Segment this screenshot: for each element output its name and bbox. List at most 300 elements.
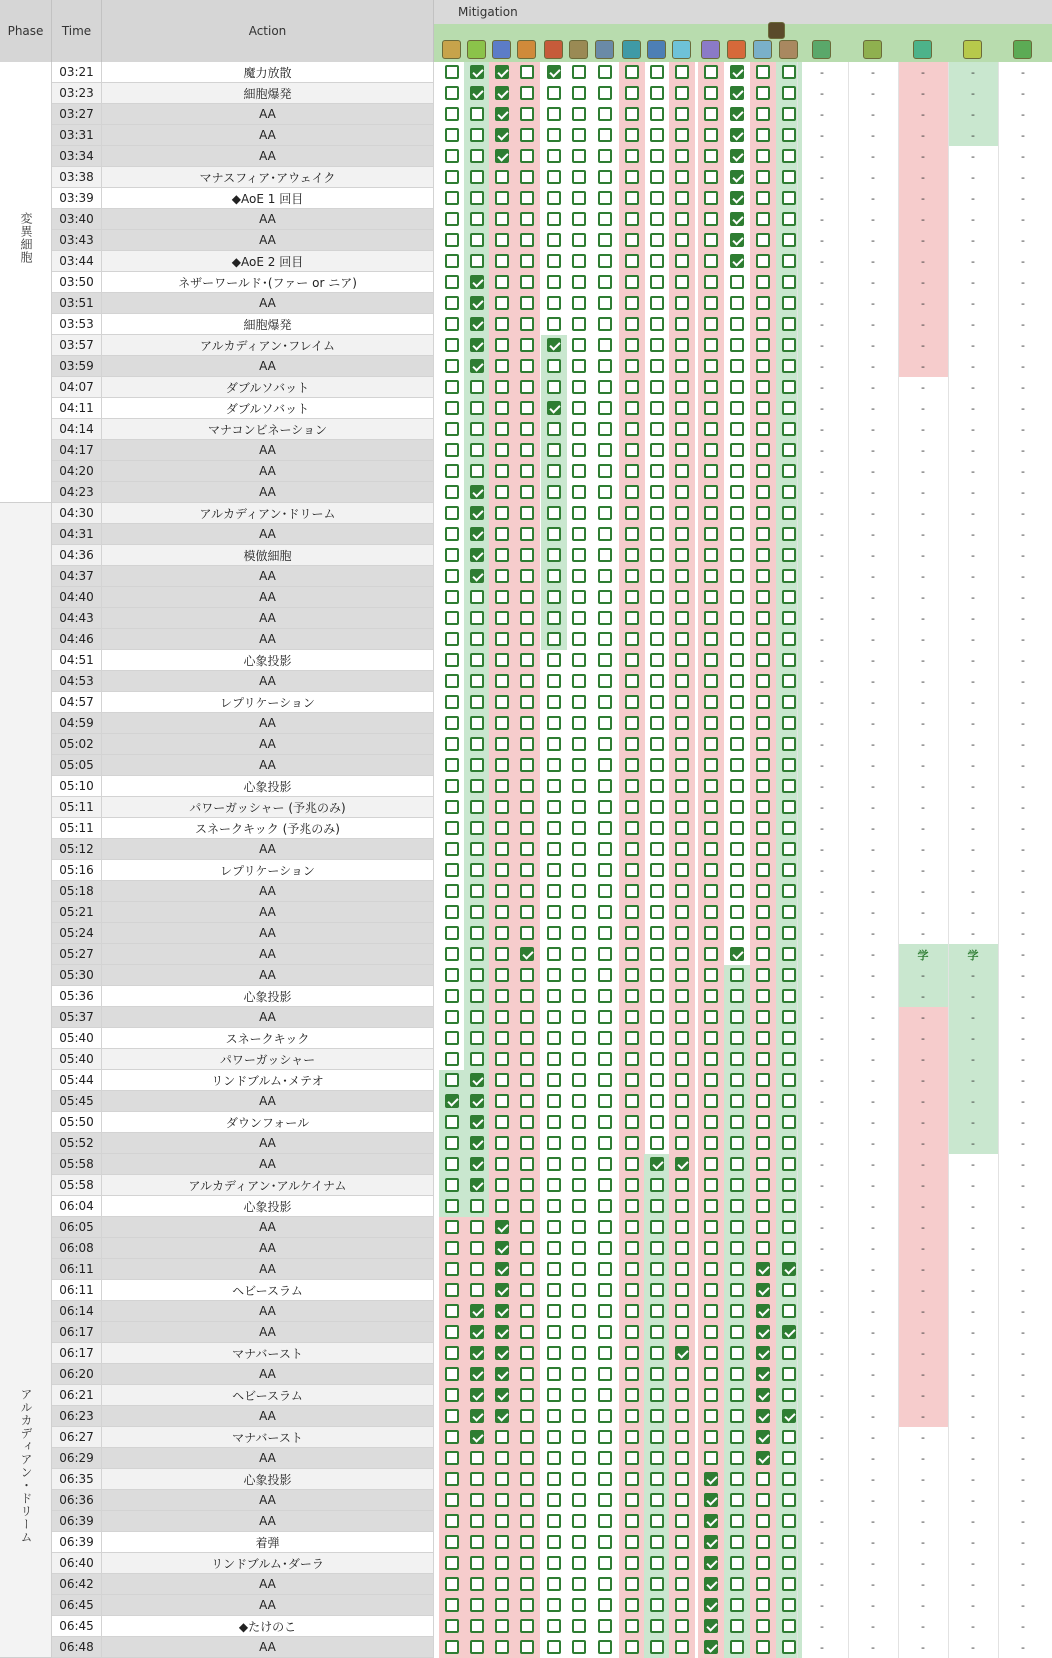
- mitigation-checkbox[interactable]: [572, 674, 586, 688]
- mitigation-checkbox[interactable]: [756, 86, 770, 100]
- mitigation-checkbox[interactable]: [598, 1304, 612, 1318]
- mitigation-checkbox[interactable]: [782, 1283, 796, 1297]
- mitigation-checkbox[interactable]: [547, 842, 561, 856]
- mitigation-checkbox[interactable]: [625, 947, 639, 961]
- mitigation-checkbox[interactable]: [445, 1157, 459, 1171]
- mitigation-checkbox[interactable]: [704, 1136, 718, 1150]
- mitigation-checkbox[interactable]: [782, 716, 796, 730]
- mitigation-checkbox[interactable]: [650, 758, 664, 772]
- mitigation-checkbox[interactable]: [445, 1241, 459, 1255]
- mitigation-checkbox[interactable]: [598, 674, 612, 688]
- mitigation-checkbox[interactable]: [572, 1325, 586, 1339]
- mitigation-checkbox[interactable]: [675, 1052, 689, 1066]
- mitigation-checkbox[interactable]: [495, 863, 509, 877]
- mitigation-checkbox[interactable]: [650, 1409, 664, 1423]
- mitigation-checkbox[interactable]: [520, 1304, 534, 1318]
- mitigation-checkbox[interactable]: [598, 1241, 612, 1255]
- mitigation-checkbox[interactable]: [782, 128, 796, 142]
- mitigation-checkbox[interactable]: [598, 1430, 612, 1444]
- mitigation-checkbox[interactable]: [495, 1178, 509, 1192]
- mitigation-checkbox[interactable]: [650, 1073, 664, 1087]
- mitigation-checkbox[interactable]: [730, 800, 744, 814]
- mitigation-checkbox[interactable]: [495, 86, 509, 100]
- mitigation-checkbox[interactable]: [756, 905, 770, 919]
- mitigation-checkbox[interactable]: [625, 1262, 639, 1276]
- mitigation-checkbox[interactable]: [598, 1283, 612, 1297]
- mitigation-checkbox[interactable]: [520, 968, 534, 982]
- mitigation-checkbox[interactable]: [470, 1052, 484, 1066]
- mitigation-checkbox[interactable]: [675, 926, 689, 940]
- mitigation-checkbox[interactable]: [625, 296, 639, 310]
- mitigation-checkbox[interactable]: [704, 338, 718, 352]
- mitigation-checkbox[interactable]: [572, 170, 586, 184]
- mitigation-checkbox[interactable]: [730, 611, 744, 625]
- mitigation-checkbox[interactable]: [572, 716, 586, 730]
- mitigation-checkbox[interactable]: [675, 1367, 689, 1381]
- mitigation-checkbox[interactable]: [470, 590, 484, 604]
- mitigation-checkbox[interactable]: [445, 1115, 459, 1129]
- mitigation-checkbox[interactable]: [625, 1577, 639, 1591]
- mitigation-checkbox[interactable]: [572, 1493, 586, 1507]
- mitigation-checkbox[interactable]: [547, 758, 561, 772]
- mitigation-checkbox[interactable]: [572, 464, 586, 478]
- mitigation-checkbox[interactable]: [598, 527, 612, 541]
- mitigation-checkbox[interactable]: [470, 674, 484, 688]
- mitigation-checkbox[interactable]: [495, 317, 509, 331]
- mitigation-checkbox[interactable]: [730, 485, 744, 499]
- mitigation-checkbox[interactable]: [625, 653, 639, 667]
- mitigation-checkbox[interactable]: [730, 317, 744, 331]
- mitigation-checkbox[interactable]: [782, 758, 796, 772]
- mitigation-checkbox[interactable]: [495, 1304, 509, 1318]
- mitigation-checkbox[interactable]: [704, 758, 718, 772]
- mitigation-checkbox[interactable]: [675, 1115, 689, 1129]
- mitigation-checkbox[interactable]: [520, 149, 534, 163]
- mitigation-checkbox[interactable]: [470, 1367, 484, 1381]
- mitigation-checkbox[interactable]: [625, 926, 639, 940]
- mitigation-checkbox[interactable]: [756, 296, 770, 310]
- mitigation-checkbox[interactable]: [495, 695, 509, 709]
- mitigation-checkbox[interactable]: [782, 1388, 796, 1402]
- mitigation-checkbox[interactable]: [650, 800, 664, 814]
- mitigation-checkbox[interactable]: [650, 1367, 664, 1381]
- mitigation-checkbox[interactable]: [782, 1304, 796, 1318]
- mitigation-checkbox[interactable]: [470, 611, 484, 625]
- mitigation-checkbox[interactable]: [572, 1409, 586, 1423]
- mitigation-checkbox[interactable]: [445, 590, 459, 604]
- mitigation-checkbox[interactable]: [495, 821, 509, 835]
- mitigation-checkbox[interactable]: [495, 1388, 509, 1402]
- mitigation-checkbox[interactable]: [650, 1115, 664, 1129]
- mitigation-checkbox[interactable]: [704, 401, 718, 415]
- mitigation-checkbox[interactable]: [445, 1388, 459, 1402]
- mitigation-checkbox[interactable]: [625, 338, 639, 352]
- mitigation-checkbox[interactable]: [756, 1010, 770, 1024]
- mitigation-checkbox[interactable]: [470, 1556, 484, 1570]
- mitigation-checkbox[interactable]: [547, 527, 561, 541]
- mitigation-checkbox[interactable]: [650, 422, 664, 436]
- mitigation-checkbox[interactable]: [756, 1094, 770, 1108]
- mitigation-checkbox[interactable]: [470, 1430, 484, 1444]
- mitigation-checkbox[interactable]: [625, 632, 639, 646]
- mitigation-checkbox[interactable]: [650, 65, 664, 79]
- mitigation-checkbox[interactable]: [756, 1451, 770, 1465]
- mitigation-checkbox[interactable]: [547, 86, 561, 100]
- mitigation-checkbox[interactable]: [598, 884, 612, 898]
- mitigation-checkbox[interactable]: [730, 233, 744, 247]
- mitigation-checkbox[interactable]: [470, 296, 484, 310]
- mitigation-checkbox[interactable]: [782, 464, 796, 478]
- mitigation-checkbox[interactable]: [730, 947, 744, 961]
- mitigation-checkbox[interactable]: [598, 107, 612, 121]
- mitigation-checkbox[interactable]: [470, 947, 484, 961]
- mitigation-checkbox[interactable]: [520, 1367, 534, 1381]
- mitigation-checkbox[interactable]: [730, 1220, 744, 1234]
- mitigation-checkbox[interactable]: [547, 149, 561, 163]
- mitigation-checkbox[interactable]: [650, 1052, 664, 1066]
- mitigation-checkbox[interactable]: [470, 1136, 484, 1150]
- mitigation-checkbox[interactable]: [756, 422, 770, 436]
- mitigation-checkbox[interactable]: [520, 821, 534, 835]
- mitigation-checkbox[interactable]: [495, 611, 509, 625]
- mitigation-checkbox[interactable]: [704, 1388, 718, 1402]
- mitigation-checkbox[interactable]: [445, 1556, 459, 1570]
- mitigation-checkbox[interactable]: [572, 1157, 586, 1171]
- mitigation-checkbox[interactable]: [470, 884, 484, 898]
- mitigation-checkbox[interactable]: [650, 527, 664, 541]
- mitigation-checkbox[interactable]: [520, 296, 534, 310]
- mitigation-checkbox[interactable]: [650, 1619, 664, 1633]
- mitigation-checkbox[interactable]: [704, 590, 718, 604]
- mitigation-checkbox[interactable]: [598, 443, 612, 457]
- mitigation-checkbox[interactable]: [445, 1262, 459, 1276]
- mitigation-checkbox[interactable]: [756, 548, 770, 562]
- mitigation-checkbox[interactable]: [650, 737, 664, 751]
- mitigation-checkbox[interactable]: [598, 695, 612, 709]
- mitigation-checkbox[interactable]: [650, 569, 664, 583]
- mitigation-checkbox[interactable]: [704, 506, 718, 520]
- mitigation-checkbox[interactable]: [547, 716, 561, 730]
- mitigation-checkbox[interactable]: [625, 1199, 639, 1213]
- mitigation-checkbox[interactable]: [625, 506, 639, 520]
- mitigation-checkbox[interactable]: [547, 1115, 561, 1129]
- mitigation-checkbox[interactable]: [520, 1493, 534, 1507]
- mitigation-checkbox[interactable]: [470, 1388, 484, 1402]
- mitigation-checkbox[interactable]: [704, 317, 718, 331]
- mitigation-checkbox[interactable]: [730, 527, 744, 541]
- mitigation-checkbox[interactable]: [572, 821, 586, 835]
- mitigation-checkbox[interactable]: [650, 212, 664, 226]
- mitigation-checkbox[interactable]: [782, 1136, 796, 1150]
- mitigation-checkbox[interactable]: [598, 1472, 612, 1486]
- mitigation-checkbox[interactable]: [756, 1220, 770, 1234]
- mitigation-checkbox[interactable]: [675, 1535, 689, 1549]
- mitigation-checkbox[interactable]: [782, 569, 796, 583]
- mitigation-checkbox[interactable]: [782, 1262, 796, 1276]
- mitigation-checkbox[interactable]: [625, 737, 639, 751]
- mitigation-checkbox[interactable]: [572, 569, 586, 583]
- mitigation-checkbox[interactable]: [495, 1220, 509, 1234]
- mitigation-checkbox[interactable]: [730, 149, 744, 163]
- mitigation-checkbox[interactable]: [782, 1577, 796, 1591]
- mitigation-checkbox[interactable]: [470, 1283, 484, 1297]
- mitigation-checkbox[interactable]: [704, 968, 718, 982]
- mitigation-checkbox[interactable]: [598, 1178, 612, 1192]
- mitigation-checkbox[interactable]: [650, 611, 664, 625]
- mitigation-checkbox[interactable]: [650, 86, 664, 100]
- mitigation-checkbox[interactable]: [782, 947, 796, 961]
- mitigation-checkbox[interactable]: [445, 359, 459, 373]
- mitigation-checkbox[interactable]: [520, 695, 534, 709]
- mitigation-checkbox[interactable]: [495, 1010, 509, 1024]
- mitigation-checkbox[interactable]: [675, 1430, 689, 1444]
- mitigation-checkbox[interactable]: [445, 1073, 459, 1087]
- mitigation-checkbox[interactable]: [520, 1136, 534, 1150]
- mitigation-checkbox[interactable]: [625, 1052, 639, 1066]
- mitigation-checkbox[interactable]: [547, 506, 561, 520]
- mitigation-checkbox[interactable]: [495, 1031, 509, 1045]
- mitigation-checkbox[interactable]: [675, 338, 689, 352]
- mitigation-checkbox[interactable]: [756, 926, 770, 940]
- mitigation-checkbox[interactable]: [730, 275, 744, 289]
- mitigation-checkbox[interactable]: [470, 107, 484, 121]
- mitigation-checkbox[interactable]: [445, 1430, 459, 1444]
- mitigation-checkbox[interactable]: [756, 485, 770, 499]
- mitigation-checkbox[interactable]: [704, 611, 718, 625]
- mitigation-checkbox[interactable]: [547, 1178, 561, 1192]
- mitigation-checkbox[interactable]: [598, 1367, 612, 1381]
- mitigation-checkbox[interactable]: [547, 485, 561, 499]
- mitigation-checkbox[interactable]: [598, 737, 612, 751]
- mitigation-checkbox[interactable]: [547, 1241, 561, 1255]
- mitigation-checkbox[interactable]: [782, 779, 796, 793]
- mitigation-checkbox[interactable]: [730, 1136, 744, 1150]
- mitigation-checkbox[interactable]: [625, 1325, 639, 1339]
- mitigation-checkbox[interactable]: [445, 443, 459, 457]
- mitigation-checkbox[interactable]: [625, 359, 639, 373]
- mitigation-checkbox[interactable]: [782, 1451, 796, 1465]
- mitigation-checkbox[interactable]: [625, 1010, 639, 1024]
- mitigation-checkbox[interactable]: [470, 1115, 484, 1129]
- mitigation-checkbox[interactable]: [495, 926, 509, 940]
- mitigation-checkbox[interactable]: [470, 1619, 484, 1633]
- mitigation-checkbox[interactable]: [520, 1556, 534, 1570]
- mitigation-checkbox[interactable]: [625, 884, 639, 898]
- mitigation-checkbox[interactable]: [547, 1451, 561, 1465]
- mitigation-checkbox[interactable]: [730, 737, 744, 751]
- mitigation-checkbox[interactable]: [625, 1451, 639, 1465]
- mitigation-checkbox[interactable]: [650, 380, 664, 394]
- mitigation-checkbox[interactable]: [650, 1451, 664, 1465]
- mitigation-checkbox[interactable]: [650, 968, 664, 982]
- mitigation-checkbox[interactable]: [470, 1094, 484, 1108]
- mitigation-checkbox[interactable]: [598, 1220, 612, 1234]
- mitigation-checkbox[interactable]: [495, 800, 509, 814]
- mitigation-checkbox[interactable]: [625, 527, 639, 541]
- mitigation-checkbox[interactable]: [598, 1619, 612, 1633]
- mitigation-checkbox[interactable]: [625, 1220, 639, 1234]
- mitigation-checkbox[interactable]: [704, 1157, 718, 1171]
- mitigation-checkbox[interactable]: [520, 1598, 534, 1612]
- mitigation-checkbox[interactable]: [675, 86, 689, 100]
- mitigation-checkbox[interactable]: [650, 905, 664, 919]
- mitigation-checkbox[interactable]: [547, 1031, 561, 1045]
- mitigation-checkbox[interactable]: [782, 65, 796, 79]
- mitigation-checkbox[interactable]: [756, 107, 770, 121]
- mitigation-checkbox[interactable]: [547, 65, 561, 79]
- mitigation-checkbox[interactable]: [756, 1325, 770, 1339]
- mitigation-checkbox[interactable]: [445, 989, 459, 1003]
- mitigation-checkbox[interactable]: [756, 1577, 770, 1591]
- mitigation-checkbox[interactable]: [675, 1010, 689, 1024]
- mitigation-checkbox[interactable]: [704, 1451, 718, 1465]
- mitigation-checkbox[interactable]: [704, 842, 718, 856]
- mitigation-checkbox[interactable]: [730, 170, 744, 184]
- mitigation-checkbox[interactable]: [572, 884, 586, 898]
- mitigation-checkbox[interactable]: [704, 905, 718, 919]
- mitigation-checkbox[interactable]: [547, 632, 561, 646]
- mitigation-checkbox[interactable]: [730, 1199, 744, 1213]
- mitigation-checkbox[interactable]: [704, 380, 718, 394]
- mitigation-checkbox[interactable]: [470, 149, 484, 163]
- mitigation-checkbox[interactable]: [625, 590, 639, 604]
- mitigation-checkbox[interactable]: [598, 1556, 612, 1570]
- mitigation-checkbox[interactable]: [704, 1430, 718, 1444]
- mitigation-checkbox[interactable]: [730, 821, 744, 835]
- mitigation-checkbox[interactable]: [782, 548, 796, 562]
- mitigation-checkbox[interactable]: [650, 1472, 664, 1486]
- mitigation-checkbox[interactable]: [572, 1304, 586, 1318]
- mitigation-checkbox[interactable]: [495, 1430, 509, 1444]
- mitigation-checkbox[interactable]: [756, 506, 770, 520]
- mitigation-checkbox[interactable]: [520, 1052, 534, 1066]
- mitigation-checkbox[interactable]: [730, 128, 744, 142]
- mitigation-checkbox[interactable]: [598, 1598, 612, 1612]
- mitigation-checkbox[interactable]: [547, 1010, 561, 1024]
- mitigation-checkbox[interactable]: [675, 758, 689, 772]
- mitigation-checkbox[interactable]: [625, 905, 639, 919]
- mitigation-checkbox[interactable]: [445, 1472, 459, 1486]
- mitigation-checkbox[interactable]: [730, 926, 744, 940]
- mitigation-checkbox[interactable]: [445, 317, 459, 331]
- mitigation-checkbox[interactable]: [625, 1178, 639, 1192]
- mitigation-checkbox[interactable]: [598, 338, 612, 352]
- mitigation-checkbox[interactable]: [675, 947, 689, 961]
- mitigation-checkbox[interactable]: [756, 1556, 770, 1570]
- mitigation-checkbox[interactable]: [598, 485, 612, 499]
- mitigation-checkbox[interactable]: [782, 233, 796, 247]
- mitigation-checkbox[interactable]: [730, 632, 744, 646]
- mitigation-checkbox[interactable]: [704, 1115, 718, 1129]
- mitigation-checkbox[interactable]: [598, 842, 612, 856]
- mitigation-checkbox[interactable]: [495, 1136, 509, 1150]
- mitigation-checkbox[interactable]: [625, 1346, 639, 1360]
- mitigation-checkbox[interactable]: [495, 464, 509, 478]
- mitigation-checkbox[interactable]: [445, 1514, 459, 1528]
- mitigation-checkbox[interactable]: [547, 1472, 561, 1486]
- mitigation-checkbox[interactable]: [598, 779, 612, 793]
- mitigation-checkbox[interactable]: [650, 506, 664, 520]
- mitigation-checkbox[interactable]: [650, 485, 664, 499]
- mitigation-checkbox[interactable]: [625, 401, 639, 415]
- mitigation-checkbox[interactable]: [598, 359, 612, 373]
- mitigation-checkbox[interactable]: [547, 443, 561, 457]
- mitigation-checkbox[interactable]: [650, 149, 664, 163]
- mitigation-checkbox[interactable]: [730, 1073, 744, 1087]
- mitigation-checkbox[interactable]: [704, 1304, 718, 1318]
- mitigation-checkbox[interactable]: [704, 359, 718, 373]
- mitigation-checkbox[interactable]: [730, 1598, 744, 1612]
- mitigation-checkbox[interactable]: [598, 1535, 612, 1549]
- mitigation-checkbox[interactable]: [756, 653, 770, 667]
- mitigation-checkbox[interactable]: [445, 1136, 459, 1150]
- mitigation-checkbox[interactable]: [470, 968, 484, 982]
- mitigation-checkbox[interactable]: [756, 1367, 770, 1381]
- mitigation-checkbox[interactable]: [650, 1199, 664, 1213]
- mitigation-checkbox[interactable]: [675, 422, 689, 436]
- mitigation-checkbox[interactable]: [520, 233, 534, 247]
- mitigation-checkbox[interactable]: [782, 1598, 796, 1612]
- mitigation-checkbox[interactable]: [547, 233, 561, 247]
- mitigation-checkbox[interactable]: [572, 107, 586, 121]
- mitigation-checkbox[interactable]: [547, 254, 561, 268]
- mitigation-checkbox[interactable]: [598, 128, 612, 142]
- mitigation-checkbox[interactable]: [782, 968, 796, 982]
- mitigation-checkbox[interactable]: [782, 905, 796, 919]
- mitigation-checkbox[interactable]: [625, 464, 639, 478]
- mitigation-checkbox[interactable]: [547, 863, 561, 877]
- mitigation-checkbox[interactable]: [650, 317, 664, 331]
- mitigation-checkbox[interactable]: [470, 1472, 484, 1486]
- mitigation-checkbox[interactable]: [704, 443, 718, 457]
- mitigation-checkbox[interactable]: [520, 359, 534, 373]
- mitigation-checkbox[interactable]: [625, 569, 639, 583]
- mitigation-checkbox[interactable]: [730, 65, 744, 79]
- mitigation-checkbox[interactable]: [445, 296, 459, 310]
- mitigation-checkbox[interactable]: [625, 968, 639, 982]
- mitigation-checkbox[interactable]: [520, 884, 534, 898]
- mitigation-checkbox[interactable]: [445, 1346, 459, 1360]
- mitigation-checkbox[interactable]: [625, 86, 639, 100]
- mitigation-checkbox[interactable]: [547, 1094, 561, 1108]
- mitigation-checkbox[interactable]: [675, 1304, 689, 1318]
- mitigation-checkbox[interactable]: [782, 527, 796, 541]
- mitigation-checkbox[interactable]: [756, 380, 770, 394]
- mitigation-checkbox[interactable]: [495, 380, 509, 394]
- mitigation-checkbox[interactable]: [598, 464, 612, 478]
- mitigation-checkbox[interactable]: [572, 590, 586, 604]
- mitigation-checkbox[interactable]: [495, 1472, 509, 1486]
- mitigation-checkbox[interactable]: [445, 212, 459, 226]
- mitigation-checkbox[interactable]: [520, 947, 534, 961]
- mitigation-checkbox[interactable]: [520, 716, 534, 730]
- mitigation-checkbox[interactable]: [445, 338, 459, 352]
- mitigation-checkbox[interactable]: [704, 296, 718, 310]
- mitigation-checkbox[interactable]: [782, 149, 796, 163]
- mitigation-checkbox[interactable]: [445, 527, 459, 541]
- mitigation-checkbox[interactable]: [730, 548, 744, 562]
- mitigation-checkbox[interactable]: [495, 842, 509, 856]
- mitigation-checkbox[interactable]: [495, 569, 509, 583]
- mitigation-checkbox[interactable]: [445, 1493, 459, 1507]
- mitigation-checkbox[interactable]: [445, 716, 459, 730]
- mitigation-checkbox[interactable]: [730, 1010, 744, 1024]
- mitigation-checkbox[interactable]: [598, 1325, 612, 1339]
- mitigation-checkbox[interactable]: [782, 1073, 796, 1087]
- mitigation-checkbox[interactable]: [445, 1052, 459, 1066]
- mitigation-checkbox[interactable]: [445, 1283, 459, 1297]
- mitigation-checkbox[interactable]: [470, 779, 484, 793]
